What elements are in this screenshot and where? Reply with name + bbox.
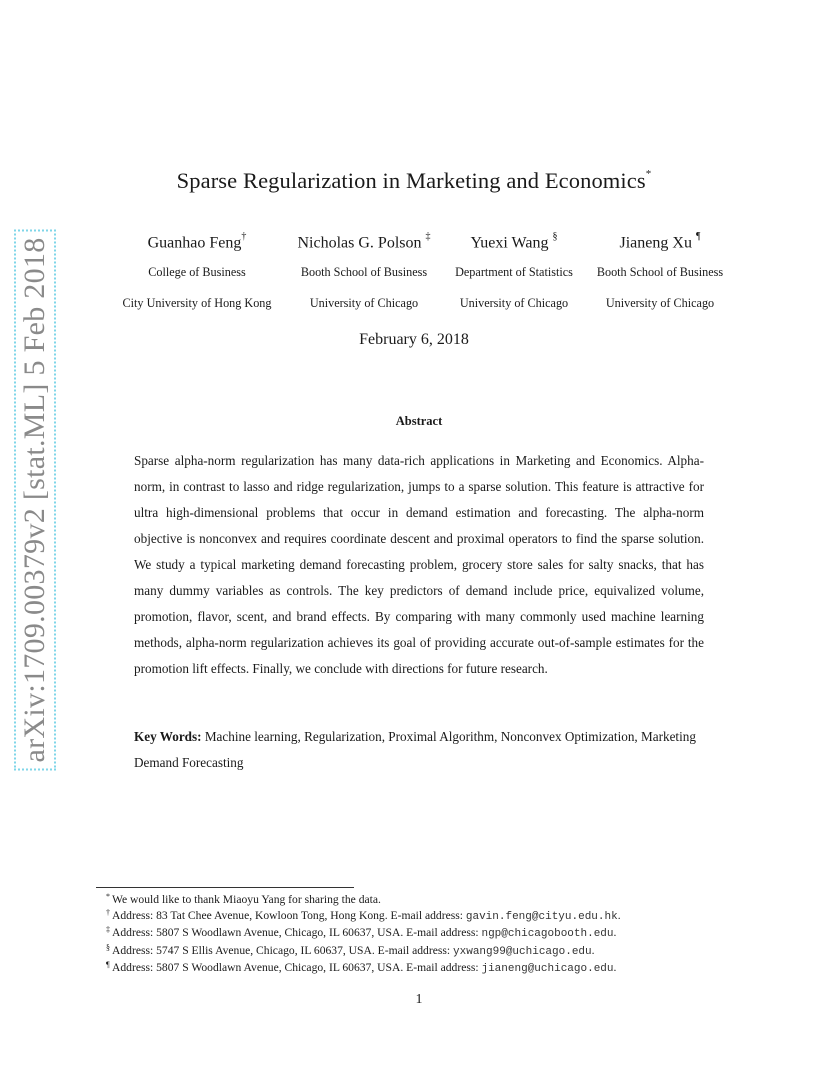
author-institution: City University of Hong Kong xyxy=(122,296,272,311)
author-name-text: Yuexi Wang xyxy=(470,234,549,252)
footnote-mark: ‡ xyxy=(106,925,110,934)
author-name-text: Nicholas G. Polson xyxy=(297,234,422,252)
publication-date: February 6, 2018 xyxy=(359,331,469,348)
abstract-heading: Abstract xyxy=(395,414,443,428)
footnote-mark: § xyxy=(106,942,110,952)
author-name xyxy=(455,233,573,252)
author-mark: § xyxy=(552,231,558,242)
footnote-text: We would like to thank Miaoyu Yang for sharing the data. xyxy=(112,893,381,906)
footnote-mark: * xyxy=(106,892,110,901)
author-block-feng xyxy=(123,233,272,311)
footnote-xu: ¶ Address: 5807 S Woodlawn Avenue, Chicago, IL 60637, USA. E-mail address: jianeng@uchicago.edu. xyxy=(112,960,621,978)
footnotes xyxy=(106,892,621,978)
footnote-email-link[interactable]: jianeng@uchicago.edu xyxy=(481,963,614,975)
author-name xyxy=(123,233,272,252)
footnote-text: Address: 5807 S Woodlawn Avenue, Chicago, IL 60637, USA. E-mail address: xyxy=(112,961,482,974)
footnote-polson: ‡ Address: 5807 S Woodlawn Avenue, Chicago, IL 60637, USA. E-mail address: ngp@chicagobooth.edu. xyxy=(112,925,621,943)
author-block-polson xyxy=(298,233,431,311)
author-block-xu xyxy=(597,233,723,311)
abstract-body: Sparse alpha-norm regularization has many data-rich applications in Marketing and Economics. Alpha-norm, in contrast to lasso and ridge regularization, jumps to a sparse solution. This feature is attractive for ultra high-dimensional problems that occur in demand estimation and forecasting. The alpha-norm objective is nonconvex and requires coordinate descent and proximal operators to find the sparse solution. We study a typical marketing demand forecasting problem, grocery store sales for salty snacks, that has many dummy variables as controls. The key predictors of demand include price, equivalized volume, promotion, flavor, scent, and brand effects. By comparing with many commonly used machine learning methods, alpha-norm regularization achieves its goal of providing accurate out-of-sample estimates for the promotion lift effects. Finally, we conclude with directions for future research. xyxy=(134,453,704,676)
footnote-rule xyxy=(96,887,354,888)
author-affiliation: Booth School of Business xyxy=(300,265,428,280)
author-institution: University of Chicago xyxy=(459,296,569,311)
title-footnote-mark: * xyxy=(645,167,652,180)
footnote-email-link[interactable]: gavin.feng@cityu.edu.hk xyxy=(465,910,618,923)
author-affiliation: Department of Statistics xyxy=(455,265,573,280)
author-block-wang xyxy=(455,233,573,311)
author-mark: † xyxy=(241,231,247,242)
author-affiliation: Booth School of Business xyxy=(596,265,724,280)
footnote-email-link[interactable]: ngp@chicagobooth.edu xyxy=(481,928,614,940)
paper-title xyxy=(0,168,828,194)
author-mark: ¶ xyxy=(695,231,701,242)
author-institution: University of Chicago xyxy=(605,296,715,311)
author-name-text: Jianeng Xu xyxy=(619,234,692,252)
footnote-mark: ¶ xyxy=(106,960,110,969)
author-name xyxy=(298,233,431,252)
footnote-feng: † Address: 83 Tat Chee Avenue, Kowloon Tong, Hong Kong. E-mail address: gavin.feng@cityu.edu.hk. xyxy=(112,908,621,926)
footnote-wang: § Address: 5747 S Ellis Avenue, Chicago, IL 60637, USA. E-mail address: yxwang99@uchicago.edu. xyxy=(112,943,621,961)
author-affiliation: College of Business xyxy=(148,265,246,280)
author-name xyxy=(597,233,723,252)
footnote-thanks xyxy=(106,892,621,908)
arxiv-identifier: arXiv:1709.00379v2 [stat.ML] 5 Feb 2018 xyxy=(14,230,56,771)
footnote-mark: † xyxy=(106,907,110,917)
keywords xyxy=(134,724,704,776)
footnote-text: Address: 5747 S Ellis Avenue, Chicago, IL 60637, USA. E-mail address: xyxy=(112,943,454,957)
footnote-text: Address: 83 Tat Chee Avenue, Kowloon Tong, Hong Kong. E-mail address: xyxy=(112,908,466,922)
keywords-text: Machine learning, Regularization, Proximal Algorithm, Nonconvex Optimization, Marketing Demand Forecasting xyxy=(134,729,696,770)
footnote-text: Address: 5807 S Woodlawn Avenue, Chicago, IL 60637, USA. E-mail address: xyxy=(112,926,482,939)
page-number: 1 xyxy=(415,992,423,1007)
author-institution: University of Chicago xyxy=(309,296,419,311)
author-mark: ‡ xyxy=(425,231,431,242)
footnote-email-link[interactable]: yxwang99@uchicago.edu xyxy=(453,945,592,958)
author-name-text: Guanhao Feng xyxy=(147,234,242,252)
keywords-label: Key Words: xyxy=(134,729,202,744)
title-text: Sparse Regularization in Marketing and Economics xyxy=(176,168,646,193)
